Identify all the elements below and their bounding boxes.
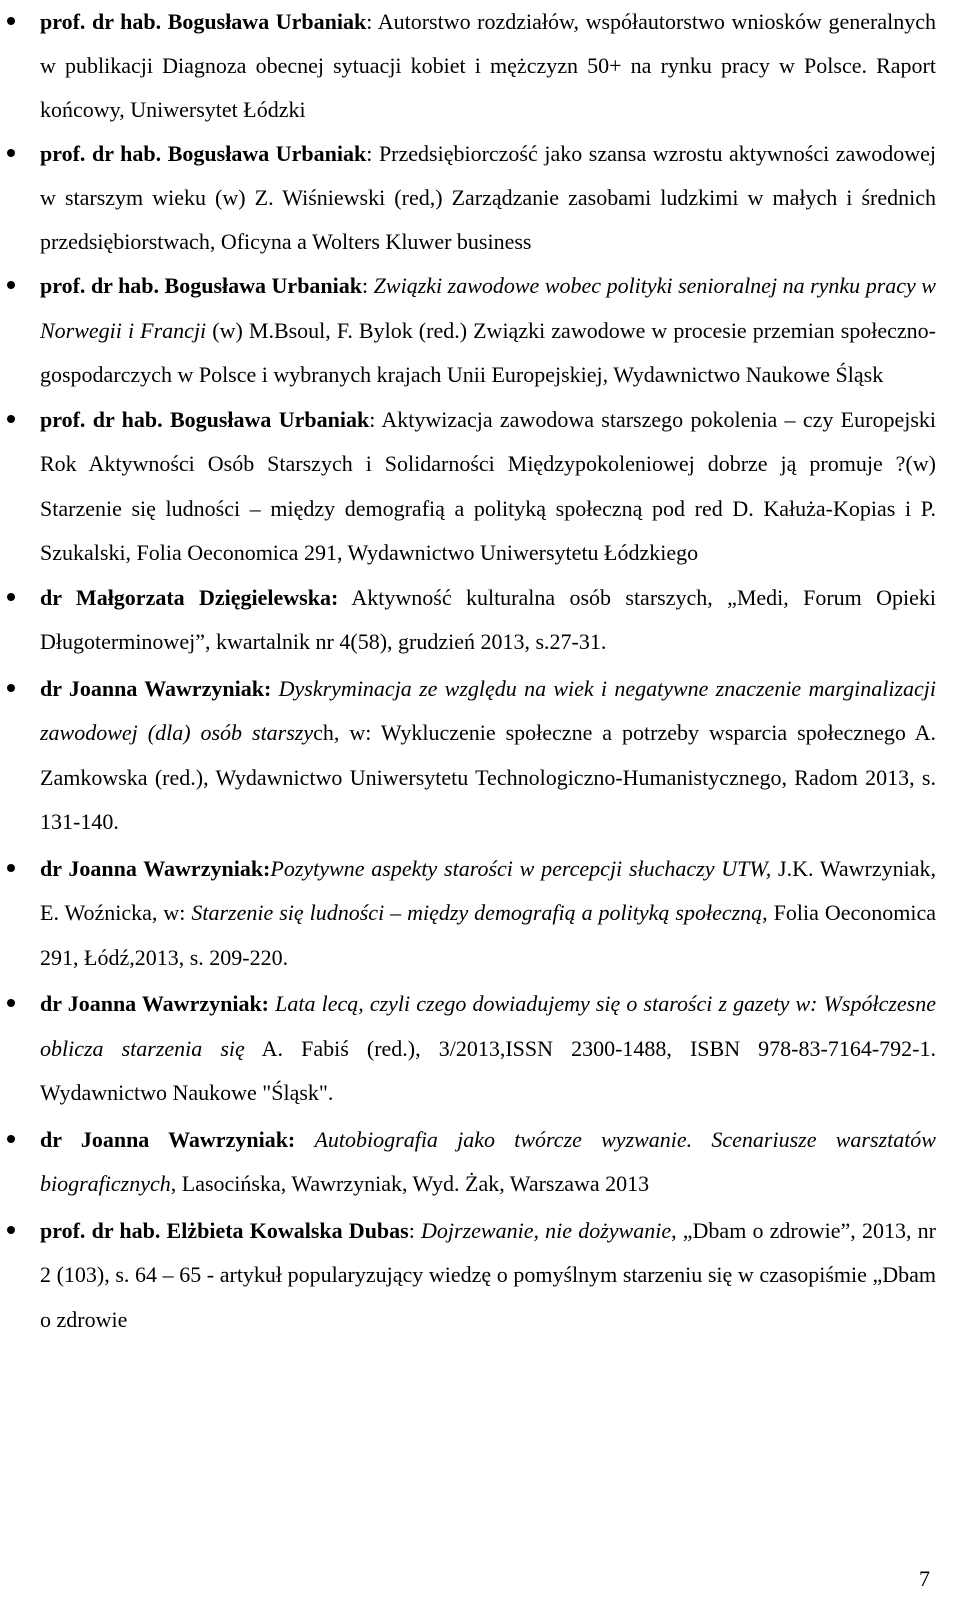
entry-text: : <box>362 273 374 298</box>
page-number: 7 <box>919 1566 930 1591</box>
author-name: prof. dr hab. Bogusława Urbaniak <box>40 273 363 298</box>
entry-text: J.K. Wawrzyniak, E. Woźnicka, w: <box>40 855 936 925</box>
entry-text: ch, w: Wykluczenie społeczne a potrzeby wsparcia społecznego A. Zamkowska (red.), Wydawnictwo Uniwersytetu Technologiczno-Humanistycznego, Radom 2013, s. 131-140. <box>40 720 936 834</box>
publication-title: Lata lecą, czyli czego dowiadujemy się o starości z gazety w: Współczesne oblicza starzenia się <box>40 991 936 1061</box>
author-name: prof. dr hab. Bogusława Urbaniak <box>40 406 370 432</box>
entry-text: : <box>408 1217 422 1243</box>
publication-list <box>40 0 936 1342</box>
publication-title: Starzenie się ludności – między demografią a polityką społeczną, <box>191 900 768 925</box>
publication-title: Związki zawodowe wobec polityki senioralnej na rynku pracy w Norwegii i Francji <box>40 273 936 343</box>
list-item <box>40 398 936 576</box>
entry-text: , Lasocińska, Wawrzyniak, Wyd. Żak, Warszawa 2013 <box>170 1171 650 1196</box>
list-item <box>40 1209 936 1343</box>
entry-text: : Aktywizacja zawodowa starszego pokolenia – czy Europejski Rok Aktywności Osób Starszych i Solidarności Międzypokoleniowej dobrze ją promuje ?(w) Starzenie się ludności – między demografią a polityką społeczną pod red D. Kałuża-Kopias i P. Szukalski, Folia Oeconomica 291, Wydawnictwo Uniwersytetu Łódzkiego <box>40 406 936 565</box>
author-name: dr Joanna Wawrzyniak: <box>40 991 270 1016</box>
author-name: prof. dr hab. Bogusława Urbaniak <box>40 141 367 166</box>
entry-text: : Przedsiębiorczość jako szansa wzrostu aktywności zawodowej w starszym wieku (w) Z. Wiśniewski (red,) Zarządzanie zasobami ludzkimi w małych i średnich przedsiębiorstwach, Oficyna a Wolters Kluwer business <box>40 141 936 254</box>
publication-title: Autobiografia jako twórcze wyzwanie. Scenariusze warsztatów biograficznych <box>40 1126 936 1196</box>
publication-title: Pozytywne aspekty starości w percepcji słuchaczy UTW, <box>270 855 772 881</box>
list-item <box>40 1118 936 1207</box>
author-name: dr Małgorzata Dzięgielewska: <box>40 584 339 610</box>
entry-text: A. Fabiś (red.), 3/2013,ISSN 2300-1488, ISBN 978-83-7164-792-1. Wydawnictwo Naukowe "Śląsk". <box>40 1035 936 1105</box>
author-name: dr Joanna Wawrzyniak: <box>40 1126 296 1152</box>
list-item <box>40 667 936 845</box>
publication-title: Dyskryminacja ze względu na wiek i negatywne znaczenie marginalizacji zawodowej (dla) osób starszy <box>40 675 936 745</box>
author-name: dr Joanna Wawrzyniak: <box>40 855 271 881</box>
entry-text: Aktywność kulturalna osób starszych, „Medi, Forum Opieki Długoterminowej”, kwartalnik nr 4(58), grudzień 2013, s.27-31. <box>40 584 936 654</box>
list-item <box>40 576 936 665</box>
list-item <box>40 0 936 132</box>
list-item <box>40 264 936 398</box>
publication-title: Dojrzewanie, nie dożywanie <box>421 1217 672 1243</box>
entry-text: Folia Oeconomica 291, Łódź,2013, s. 209-220. <box>40 900 937 970</box>
entry-text: (w) M.Bsoul, F. Bylok (red.) Związki zawodowe w procesie przemian społeczno-gospodarczych w Polsce i wybranych krajach Unii Europejskiej, Wydawnictwo Naukowe Śląsk <box>40 317 937 387</box>
author-name: dr Joanna Wawrzyniak: <box>40 675 272 701</box>
entry-text <box>295 1127 314 1152</box>
list-item <box>40 132 936 264</box>
entry-text <box>271 676 278 701</box>
list-item <box>40 982 936 1116</box>
author-name: prof. dr hab. Elżbieta Kowalska Dubas <box>40 1217 409 1243</box>
entry-text: : Autorstwo rozdziałów, współautorstwo wniosków generalnych w publikacji Diagnoza obecnej sytuacji kobiet i mężczyzn 50+ na rynku pracy w Polsce. Raport końcowy, Uniwersytet Łódzki <box>40 9 936 122</box>
entry-text: , „Dbam o zdrowie”, 2013, nr 2 (103), s. 64 – 65 - artykuł popularyzujący wiedzę o pomyślnym starzeniu się w czasopiśmie „Dbam o zdrowie <box>40 1217 936 1332</box>
list-item <box>40 847 936 981</box>
author-name: prof. dr hab. Bogusława Urbaniak <box>40 9 367 34</box>
